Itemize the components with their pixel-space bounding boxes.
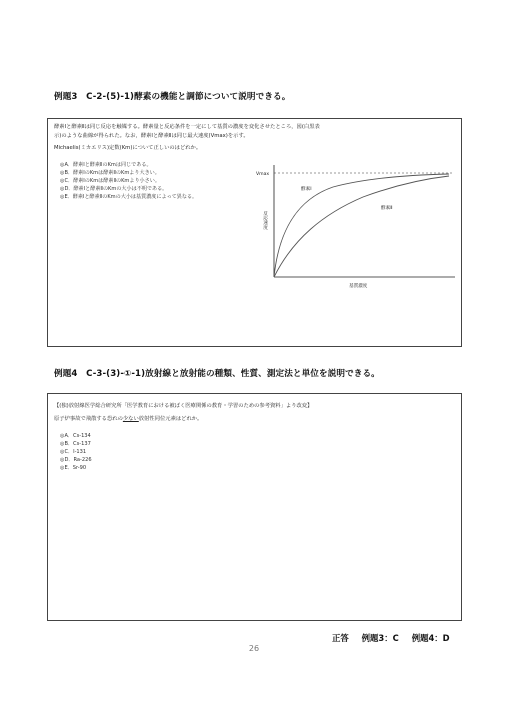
example4-option-c: ◎C．I-131	[60, 449, 87, 455]
example3-option-c: ◎C．酵素ⅠのKmは酵素ⅡのKmより小さい。	[60, 178, 160, 184]
question-text-underlined: 少ない	[122, 416, 139, 422]
example3-line-3: Michaelis(ミカエリス)定数(Km)について正しいのはどれか。	[54, 145, 202, 151]
example4-option-d: ◎D．Ra-226	[60, 457, 92, 463]
example3-option-e: ◎E．酵素Ⅰと酵素ⅡのKmの大小は基質濃度によって異なる。	[60, 194, 198, 200]
example3-box	[47, 118, 462, 347]
example4-source: 【(独)放射線医学総合研究所「医学教育における被ばく医療関係の教育・学習のための参考資料」より改変】	[54, 403, 313, 409]
answer-line	[332, 632, 460, 644]
curve-1-label: 酵素Ⅰ	[301, 187, 312, 192]
example3-heading: 例題3 C-2-(5)-1)酵素の機能と調節について説明できる。	[54, 92, 291, 102]
example3-option-b: ◎B．酵素ⅠのKmは酵素ⅡのKmより大きい。	[60, 170, 160, 176]
example3-option-d: ◎D．酵素Ⅰと酵素ⅡのKmの大小は不明である。	[60, 186, 168, 192]
example3-line-1: 酵素Ⅰと酵素Ⅱは同じ反応を触媒する。酵素量と反応条件を一定にして基質の濃度を変化させたところ，図(白黒表	[54, 124, 320, 130]
example4-box	[47, 393, 462, 621]
answer-label: 正答	[332, 633, 349, 643]
page-number: 26	[248, 644, 260, 653]
example4-option-e: ◎E．Sr-90	[60, 465, 87, 471]
example4-question	[54, 415, 202, 423]
question-text-pre: 原子炉事故で飛散する恐れの	[54, 416, 123, 422]
example3-line-2: 示)のような曲線が得られた。なお，酵素Ⅰと酵素Ⅱは同じ最大速度(Vmax)を示す。	[54, 133, 249, 139]
question-text-post: 放射性同位元素はどれか。	[138, 416, 203, 422]
x-axis-label: 基質濃度	[349, 284, 368, 289]
example3-option-a: ◎A．酵素Ⅰと酵素ⅡのKmは同じである。	[60, 162, 152, 168]
example4-heading: 例題4 C-3-(3)-①-1)放射線と放射能の種類、性質、測定法と単位を説明できる。	[54, 369, 380, 379]
example4-option-a: ◎A．Cs-134	[60, 433, 91, 439]
curve-2-label: 酵素Ⅱ	[381, 206, 393, 211]
answer-example4: 例題4：D	[411, 633, 450, 643]
michaelis-graph	[253, 159, 463, 291]
answer-example3: 例題3：C	[361, 633, 399, 643]
example4-option-b: ◎B．Cs-137	[60, 441, 91, 447]
y-axis-label: 反応速度	[262, 211, 268, 230]
vmax-label: Vmax	[256, 172, 270, 177]
